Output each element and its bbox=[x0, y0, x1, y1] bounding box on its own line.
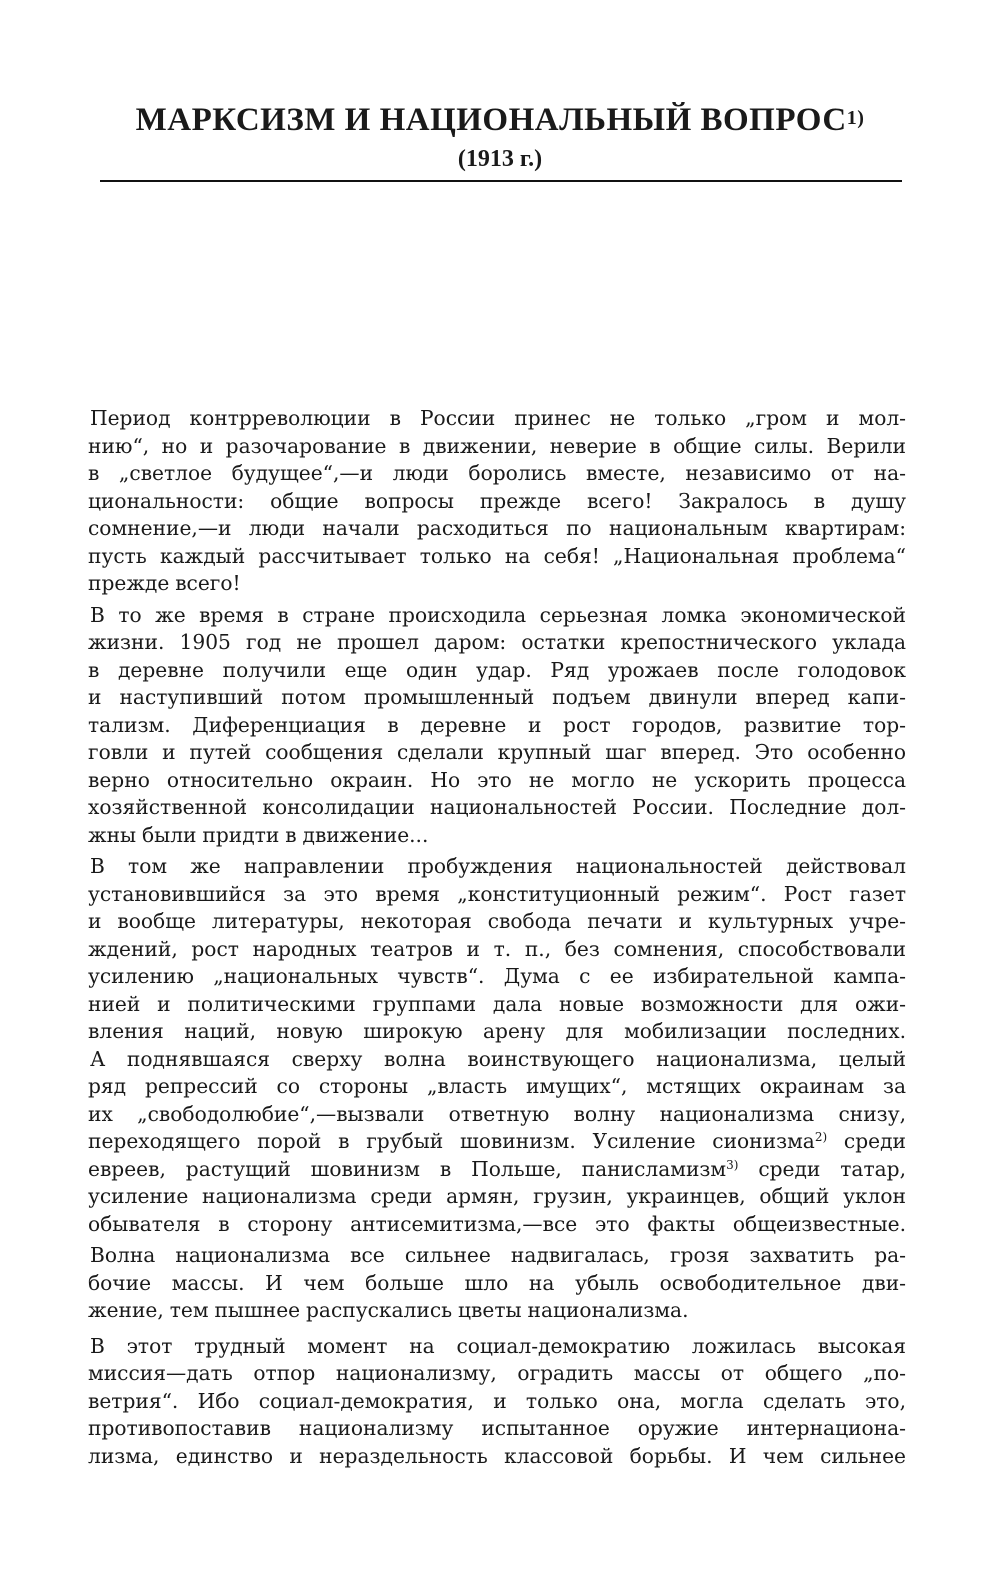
text-line: тализм. Диференциация в деревне и рост городов, развитие тор- bbox=[88, 712, 906, 737]
text-line: ряд репрессий со стороны „власть имущих“, мстящих окраинам за bbox=[88, 1074, 906, 1098]
text-line: говли и путей сообщения сделали крупный шаг вперед. Это особенно bbox=[88, 740, 906, 764]
text-line: А поднявшаяся сверху волна воинствующего национализма, целый bbox=[90, 1046, 906, 1071]
text-line: ветрия“. Ибо социал-демократия, и только она, могла сделать это, bbox=[88, 1388, 906, 1413]
text-line: Волна национализма все сильнее надвигалась, грозя захватить ра- bbox=[90, 1243, 906, 1267]
text-line: ждений, рост народных театров и т. п., без сомнения, способствовали bbox=[88, 936, 906, 961]
paragraph-1 bbox=[88, 405, 906, 598]
text-line: миссия—дать отпор национализму, оградить массы от общего „по- bbox=[88, 1361, 906, 1385]
article-body bbox=[88, 405, 906, 1470]
paragraph-6 bbox=[88, 1333, 906, 1471]
panislamism-text: евреев, растущий шовинизм в Польше, панисламизм bbox=[88, 1156, 727, 1181]
text-line: В этот трудный момент на социал-демократию ложилась высокая bbox=[90, 1333, 906, 1358]
text-line: Период контрреволюции в России принес не только „гром и мол- bbox=[90, 406, 906, 430]
zionism-text: переходящего порой в грубый шовинизм. Усиление сионизма bbox=[88, 1129, 815, 1153]
title-text: МАРКСИЗМ И НАЦИОНАЛЬНЫЙ ВОПРОС bbox=[135, 102, 847, 138]
text-line: В том же направлении пробуждения национальностей действовал bbox=[90, 854, 906, 878]
paragraph-5 bbox=[88, 1242, 906, 1325]
text-line: в деревне получили еще один удар. Ряд урожаев после голодовок bbox=[88, 657, 906, 682]
paragraph-3 bbox=[88, 853, 906, 1046]
text-line: хозяйственной консолидации национальностей России. Последние дол- bbox=[88, 795, 906, 819]
paragraph-4 bbox=[88, 1046, 906, 1239]
text-line: и вообще литературы, некоторая свобода печати и культурных учре- bbox=[88, 909, 906, 933]
article-title bbox=[60, 100, 940, 140]
title-divider bbox=[100, 180, 902, 182]
text-line: противопоставив национализму испытанное оружие интернациона- bbox=[88, 1416, 906, 1440]
text-line: прежде всего! bbox=[88, 571, 241, 595]
text-line: обывателя в сторону антисемитизма,—все это факты общеизвестные. bbox=[88, 1211, 906, 1236]
panislamism-continuation: среди татар, bbox=[738, 1156, 906, 1181]
paragraph-2 bbox=[88, 602, 906, 850]
title-footnote-marker: 1) bbox=[846, 107, 865, 129]
text-line: усилению „национальных чувств“. Дума с ее избирательной кампа- bbox=[88, 964, 906, 988]
text-line: пусть каждый рассчитывает только на себя! „Национальная проблема“ bbox=[88, 543, 906, 568]
text-line bbox=[88, 1128, 906, 1156]
text-line: усиление национализма среди армян, грузин, украинцев, общий уклон bbox=[88, 1184, 906, 1208]
text-line: сомнение,—и люди начали расходиться по национальным квартирам: bbox=[88, 516, 906, 540]
text-line: нией и политическими группами дала новые возможности для ожи- bbox=[88, 991, 906, 1016]
text-line: их „свободолюбие“,—вызвали ответную волну национализма снизу, bbox=[88, 1101, 906, 1126]
footnote-marker-2: 2) bbox=[814, 1130, 828, 1144]
text-line: жение, тем пышнее распускались цветы национализма. bbox=[88, 1298, 689, 1322]
text-line: нию“, но и разочарование в движении, неверие в общие силы. Верили bbox=[88, 433, 906, 458]
text-line: циональности: общие вопросы прежде всего! Закралось в душу bbox=[88, 488, 906, 513]
zionism-continuation: среди bbox=[827, 1129, 906, 1153]
text-line: бочие массы. И чем больше шло на убыль освободительное дви- bbox=[88, 1270, 906, 1295]
article-date: (1913 г.) bbox=[457, 146, 543, 172]
text-line: В то же время в стране происходила серьезная ломка экономической bbox=[90, 602, 906, 627]
text-line: жизни. 1905 год не прошел даром: остатки крепостнического уклада bbox=[88, 630, 906, 654]
text-line: установившийся за это время „конституционный режим“. Рост газет bbox=[88, 881, 906, 906]
text-line: и наступивший потом промышленный подъем двинули вперед капи- bbox=[88, 685, 906, 709]
footnote-marker-3: 3) bbox=[726, 1157, 739, 1172]
text-line: в „светлое будущее“,—и люди боролись вместе, независимо от на- bbox=[88, 461, 906, 485]
text-line: вления наций, новую широкую арену для мобилизации последних. bbox=[88, 1019, 906, 1043]
text-line: верно относительно окраин. Но это не могло не ускорить процесса bbox=[88, 767, 906, 792]
text-line bbox=[88, 1156, 906, 1184]
text-line: жны были придти в движение... bbox=[88, 822, 429, 847]
text-line: лизма, единство и нераздельность классовой борьбы. И чем сильнее bbox=[88, 1443, 906, 1468]
